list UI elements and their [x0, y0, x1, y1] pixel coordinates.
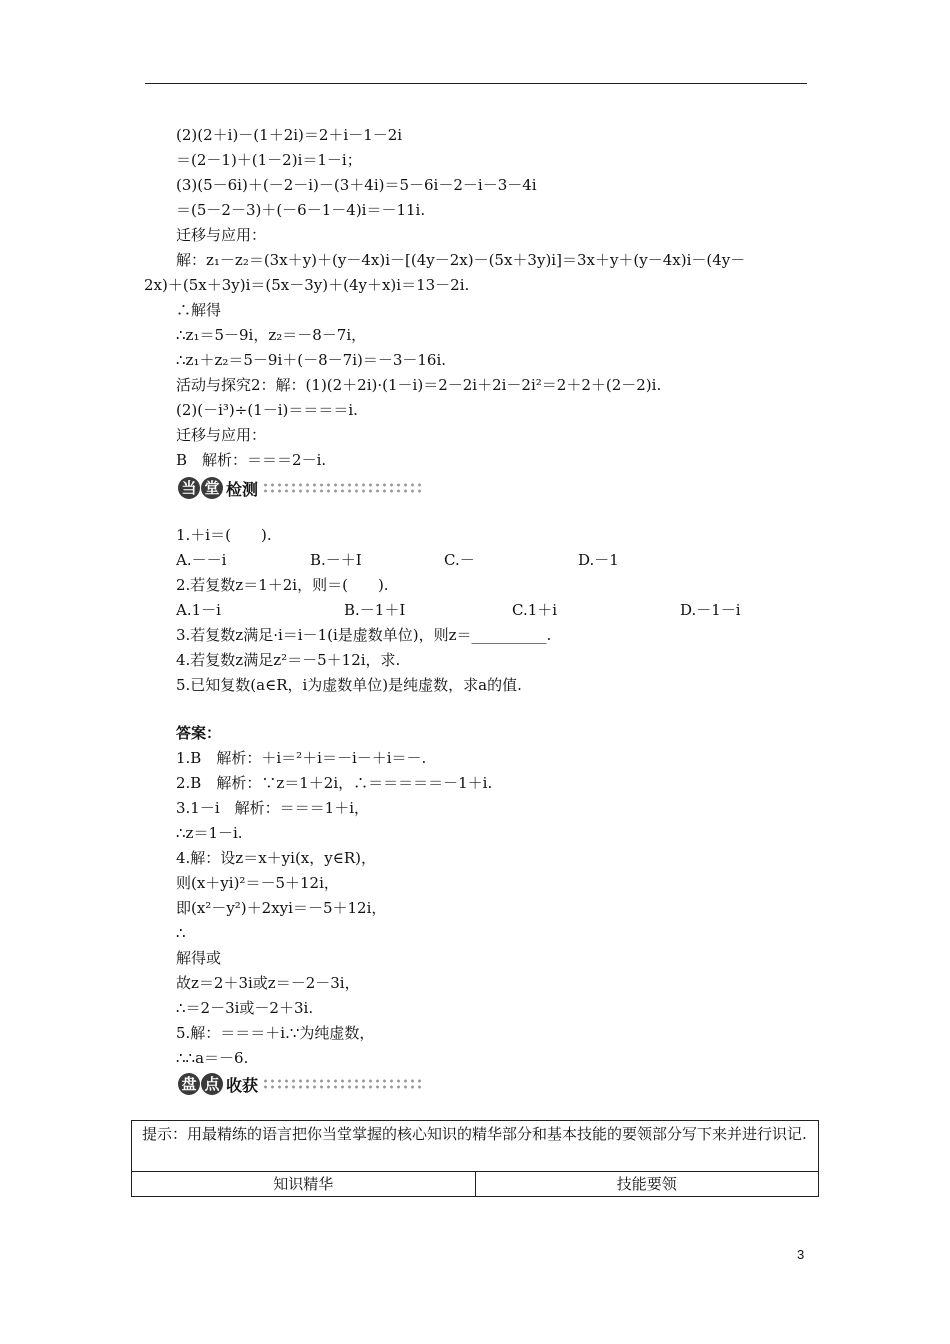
option-c: C.1＋i: [512, 601, 558, 619]
solution-line: 2x)＋(5x＋3y)i＝(5x－3y)＋(4y＋x)i＝13－2i.: [144, 276, 470, 294]
page-number: 3: [797, 1247, 805, 1262]
solution-line: ∴z₁＋z₂＝5－9i＋(－8－7i)＝－3－16i.: [176, 351, 447, 369]
answer-line: 5.解：＝＝＝＋i.∵为纯虚数，: [176, 1024, 375, 1042]
question-5: 5.已知复数(a∈R，i为虚数单位)是纯虚数，求a的值.: [176, 676, 522, 694]
section-header-class-test: [178, 476, 422, 500]
solution-line: (2)(2＋i)－(1＋2i)＝2＋i－1－2i: [176, 126, 403, 144]
option-d: D.－1: [578, 551, 619, 569]
solution-line: (2)(－i³)÷(1－i)＝＝＝＝i.: [176, 401, 358, 419]
answer-line: 1.B 解析：＋i＝²＋i＝－i－＋i＝－.: [176, 749, 427, 767]
section-title: 检测: [226, 479, 259, 499]
question-3: 3.若复数z满足·i＝i－1(i是虚数单位)，则z＝__________.: [176, 626, 552, 644]
summary-col-skills: 技能要领: [475, 1172, 819, 1197]
answer-line: 故z＝2＋3i或z＝－2－3i，: [176, 974, 360, 992]
question-4: 4.若复数z满足z²＝－5＋12i，求.: [176, 651, 401, 669]
summary-hint: 提示：用最精练的语言把你当堂掌握的核心知识的精华部分和基本技能的要领部分写下来并进行识记.: [132, 1121, 819, 1172]
section-chip: 点: [201, 1073, 223, 1095]
answer-line: ∴z＝1－i.: [176, 824, 243, 842]
answers-label: 答案：: [176, 724, 222, 742]
summary-col-knowledge: 知识精华: [132, 1172, 476, 1197]
option-b: B.－＋I: [310, 551, 362, 569]
solution-line: ∴解得: [176, 301, 222, 319]
solution-line: 解：z₁－z₂＝(3x＋y)＋(y－4x)i－[(4y－2x)－(5x＋3y)i]＝3x＋y＋(y－4x)i－(4y－: [176, 251, 746, 269]
answer-line: 解得或: [176, 949, 222, 967]
subheading: 迁移与应用：: [176, 426, 267, 444]
solution-line: ＝(2－1)＋(1－2)i＝1－i；: [176, 151, 362, 169]
section-chip: 当: [178, 477, 200, 499]
section-chip: 盘: [178, 1073, 200, 1095]
subheading: 迁移与应用：: [176, 226, 267, 244]
dotted-divider: [262, 482, 422, 494]
answer-line: 3.1－i 解析：＝＝＝1＋i，: [176, 799, 369, 817]
answer-line: 即(x²－y²)＋2xyi＝－5＋12i，: [176, 899, 387, 917]
section-title: 收获: [226, 1075, 259, 1095]
question-1: 1.＋i＝( ).: [176, 526, 272, 544]
option-d: D.－1－i: [680, 601, 741, 619]
solution-line: B 解析：＝＝＝2－i.: [176, 451, 327, 469]
solution-line: ∴z₁＝5－9i，z₂＝－8－7i，: [176, 326, 367, 344]
summary-table: [131, 1120, 819, 1197]
answer-line: 则(x＋yi)²＝－5＋12i，: [176, 874, 339, 892]
answer-line: ∴∴a＝－6.: [176, 1049, 249, 1067]
option-c: C.－: [444, 551, 475, 569]
answer-line: ∴: [176, 924, 186, 942]
solution-line: (3)(5－6i)＋(－2－i)－(3＋4i)＝5－6i－2－i－3－4i: [176, 176, 537, 194]
answer-line: ∴＝2－3i或－2＋3i.: [176, 999, 314, 1017]
question-2: 2.若复数z＝1＋2i，则＝( ).: [176, 576, 389, 594]
answer-line: 2.B 解析：∵z＝1＋2i，∴＝＝＝＝＝－1＋i.: [176, 774, 493, 792]
solution-line: ＝(5－2－3)＋(－6－1－4)i＝－11i.: [176, 201, 426, 219]
option-a: A.－－i: [176, 551, 227, 569]
header-rule: [145, 83, 807, 84]
option-a: A.1－i: [176, 601, 221, 619]
solution-line: 活动与探究2：解：(1)(2＋2i)·(1－i)＝2－2i＋2i－2i²＝2＋2＋(2－2)i.: [176, 376, 662, 394]
dotted-divider: [262, 1078, 422, 1090]
option-b: B.－1＋I: [344, 601, 406, 619]
section-chip: 堂: [201, 477, 223, 499]
answer-line: 4.解：设z＝x＋yi(x，y∈R)，: [176, 849, 376, 867]
section-header-summary: [178, 1072, 422, 1096]
